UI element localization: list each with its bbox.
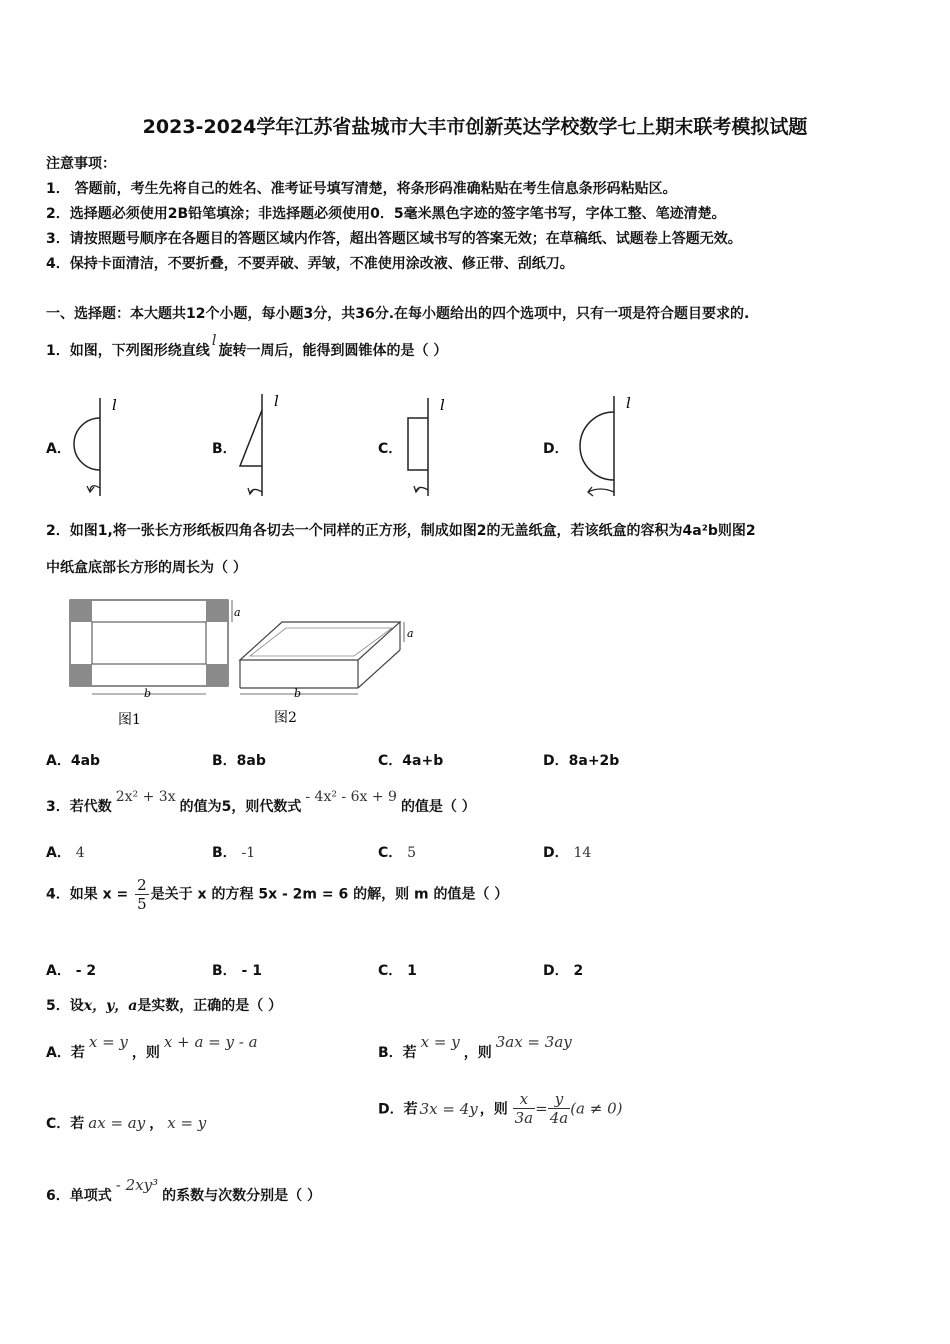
question-6-stem: 6．单项式- 2xy³的系数与次数分别是（ ） [46, 1176, 321, 1204]
fig2-label-a: a [407, 627, 414, 640]
question-2-line-2: 中纸盒底部长方形的周长为（ ） [46, 560, 247, 576]
q1-var: l [211, 331, 217, 349]
notice-item-4: 4．保持卡面清洁，不要折叠，不要弄破、弄皱，不准使用涂改液、修正带、刮纸刀。 [46, 256, 574, 272]
q2-option-c: C．4a+b [378, 753, 444, 769]
axis-label: l [440, 396, 445, 414]
q1-option-b-label: B． [212, 441, 237, 457]
page-title: 2023-2024学年江苏省盐城市大丰市创新英达学校数学七上期末联考模拟试题 [142, 116, 808, 138]
question-5-stem: 5．设x，y，a是实数，正确的是（ ） [46, 998, 283, 1014]
q5d-frac-2: $\frac{y}{4a}$ [549, 1090, 569, 1127]
q5-option-a: A．若x = y，则x + a = y - a [46, 1033, 258, 1061]
q4-option-c: C． 1 [378, 963, 417, 979]
q4-option-b: B． - 1 [212, 963, 262, 979]
axis-label: l [112, 396, 117, 414]
notice-item-2: 2．选择题必须使用2B铅笔填涂；非选择题必须使用0．5毫米黑色字迹的签字笔书写，字体工整、笔迹清楚。 [46, 206, 726, 222]
q1-option-c-label: C． [378, 441, 403, 457]
q2-figure-1 [62, 592, 252, 732]
q2-figure-2 [232, 610, 422, 730]
q5-option-d: D．若 3x = 4y ，则 $\frac{x}{3a}$ = $\frac{y}{4a}$ (a ≠ 0) [378, 1090, 623, 1127]
q4-equation: 5x - 2m = 6 [258, 886, 349, 903]
fig1-label-b: b [144, 687, 152, 700]
q5d-frac-1: $\frac{x}{3a}$ [514, 1090, 534, 1127]
q2-option-b: B．8ab [212, 753, 266, 769]
q3-option-c: C． 5 [378, 845, 417, 861]
q4-option-a: A． - 2 [46, 963, 97, 979]
axis-label: l [274, 392, 279, 410]
q4-option-d: D． 2 [543, 963, 584, 979]
question-2-line-1: 2．如图1,将一张长方形纸板四角各切去一个同样的正方形，制成如图2的无盖纸盒，若该纸盒的容积为4a²b则图2 [46, 523, 756, 539]
q3-option-b: B． -1 [212, 845, 256, 861]
q1-figure-b [228, 390, 308, 502]
axis-label: l [626, 394, 631, 412]
notice-item-1: 1． 答题前，考生先将自己的姓名、准考证号填写清楚，将条形码准确粘贴在考生信息条形码粘贴区。 [46, 181, 677, 197]
fig1-label-a: a [234, 606, 241, 619]
q3-expr-1: 2x² + 3x [115, 789, 176, 805]
question-1-stem [46, 331, 448, 360]
q1-figure-a [60, 390, 140, 502]
q1-pre: 1．如图，下列图形绕直线 [46, 343, 210, 359]
section-heading: 一、选择题：本大题共12个小题，每小题3分，共36分.在每小题给出的四个选项中，只有一项是符合题目要求的. [46, 306, 750, 322]
q5-option-b: B．若x = y，则3ax = 3ay [378, 1033, 572, 1061]
question-4-stem: 4．如果 x = $\frac{2}{5}$ 是关于 x 的方程 5x - 2m = 6 的解，则 m 的值是（ ） [46, 876, 509, 913]
q1-figure-c [394, 390, 474, 502]
fig2-label-b: b [294, 687, 302, 700]
q2-option-d: D．8a+2b [543, 753, 620, 769]
q1-post: 旋转一周后，能得到圆锥体的是（ ） [218, 343, 448, 359]
q4-fraction: $\frac{2}{5}$ [137, 876, 147, 913]
notice-item-3: 3．请按照题号顺序在各题目的答题区域内作答，超出答题区域书写的答案无效；在草稿纸、试题卷上答题无效。 [46, 231, 742, 247]
q1-figure-d [562, 390, 652, 502]
notice-heading: 注意事项： [46, 156, 116, 172]
fig2-caption: 图2 [274, 710, 297, 726]
q3-option-a: A． 4 [46, 845, 85, 861]
q6-expr: - 2xy³ [115, 1176, 159, 1194]
question-3-stem: 3．若代数2x² + 3x的值为5，则代数式- 4x² - 6x + 9的值是（ ） [46, 789, 476, 815]
q3-expr-2: - 4x² - 6x + 9 [305, 789, 397, 805]
q2-option-a: A．4ab [46, 753, 101, 769]
q3-option-d: D． 14 [543, 845, 592, 861]
q1-option-a-label: A． [46, 441, 71, 457]
fig1-caption: 图1 [118, 712, 141, 728]
q1-option-d-label: D． [543, 441, 569, 457]
q5-option-c: C．若 ax = ay ， x = y [46, 1114, 207, 1132]
